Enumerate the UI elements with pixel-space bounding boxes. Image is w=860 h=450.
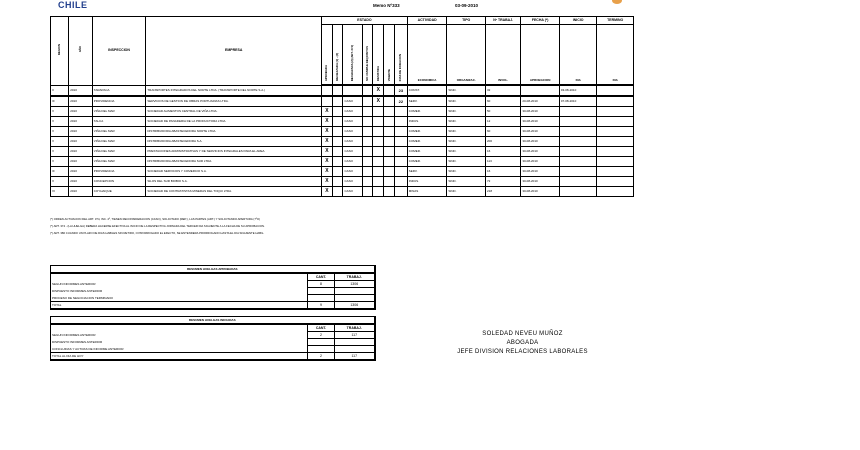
cell-vigente — [384, 147, 395, 157]
table-body — [51, 85, 634, 197]
col-cumple: NO CUMPLE REQUISITOS — [362, 25, 373, 86]
cell-termino — [597, 147, 634, 157]
summary-approved-col-trab: TRABAJ. — [335, 273, 375, 281]
cell-dias — [394, 177, 407, 187]
cell-multa: CASO — [343, 127, 362, 137]
cell-year: 2010 — [69, 167, 93, 177]
cell-aprobada: X — [322, 157, 333, 167]
cell-cumple — [362, 187, 373, 197]
summary-label: SEGUN INFORMES ANTERIOR — [51, 332, 308, 339]
cell-year: 2010 — [69, 96, 93, 107]
cell-fecha: 30-08-2010 — [521, 187, 560, 197]
sub-inicio: DIA — [559, 25, 597, 86]
col-inspeccion: INSPECCION — [92, 17, 146, 86]
cell-rechazada — [332, 137, 343, 147]
cell-cumple — [362, 147, 373, 157]
signature-role: ABOGADA — [506, 340, 539, 346]
cell-dias — [394, 157, 407, 167]
cell-inicio: 07-08-2010 — [559, 96, 597, 107]
cell-aprobada: X — [322, 137, 333, 147]
note-3: (*) ART. 380 CUANDO UN PLAZO DE DIAS HABILES SIN RETIRO, O PRORROGADO EL EFECTO, SE ENTENDERA PRORROGADO HASTA EL DIA SIGUIENTE HABIL. — [50, 231, 265, 235]
col-multa: RECHAZADA (2) (ART. 374) — [343, 25, 362, 86]
cell-cumple — [362, 177, 373, 187]
cell-inspeccion: VIÑA DEL MAR — [92, 147, 146, 157]
summary-row — [51, 302, 375, 310]
cell-fecha: 30-08-2010 — [521, 147, 560, 157]
cell-tipo: SIND. — [447, 127, 486, 137]
cell-dias — [394, 127, 407, 137]
cell-fecha: 30-08-2010 — [521, 127, 560, 137]
cell-termino — [597, 137, 634, 147]
cell-inspeccion: VIÑA DEL MAR — [92, 137, 146, 147]
summary-label: TOTAL — [51, 302, 308, 310]
cell-vigente — [384, 187, 395, 197]
cell-cumple — [362, 127, 373, 137]
signature-block — [440, 330, 605, 357]
sub-termino: DIA — [597, 25, 634, 86]
cell-empresa: DISTRIBUIDORA ABASTECEDORA SUR LTDA. — [146, 157, 322, 167]
cell-actividad: COMER. — [407, 147, 447, 157]
col-termino: TERMINO — [597, 17, 634, 25]
cell-cumple — [362, 167, 373, 177]
cell-actividad: INDUS. — [407, 117, 447, 127]
cell-desistida — [373, 147, 384, 157]
col-aprobada: APROBADA — [322, 25, 333, 86]
cell-rechazada — [332, 96, 343, 107]
cell-vigente — [384, 127, 395, 137]
cell-termino — [597, 167, 634, 177]
cell-tipo: SIND. — [447, 137, 486, 147]
table-row — [51, 167, 634, 177]
cell-region: XI — [51, 187, 69, 197]
cell-inicio — [559, 137, 597, 147]
cell-trabajadores: 200 — [485, 137, 520, 147]
memo-label: Memo Nº333 — [373, 3, 400, 8]
cell-tipo: SIND. — [447, 157, 486, 167]
cell-dias — [394, 117, 407, 127]
cell-multa — [343, 85, 362, 96]
cell-actividad: SERV. — [407, 96, 447, 107]
cell-tipo: SIND. — [447, 177, 486, 187]
cell-rechazada — [332, 127, 343, 137]
cell-region: V — [51, 147, 69, 157]
table-row — [51, 157, 634, 167]
summary-started-body — [51, 332, 375, 361]
note-1: (*) ORDEN ACTIVACION DEL ART. 374, INC. 2º, TIENEN RECONSIDERACION (CASO), SOLICITADO (REP.), LAS PARTES (ART.) Y SOLICITANDO APERTURA (7ºO) — [50, 217, 261, 221]
summary-trab — [335, 288, 375, 295]
cell-inspeccion: VIÑA DEL MAR — [92, 107, 146, 117]
cell-inspeccion: CONCEPCION — [92, 177, 146, 187]
cell-actividad: COMER. — [407, 107, 447, 117]
summary-cant: 2 — [308, 332, 335, 339]
cell-multa: CASO — [343, 157, 362, 167]
cell-fecha: 20-08-2010 — [521, 96, 560, 107]
cell-empresa: SERVICIOS DE GESTION DE OBRAS PORTUARIAS LTDA. — [146, 96, 322, 107]
summary-row — [51, 346, 375, 353]
cell-multa: CASO — [343, 117, 362, 127]
cell-dias — [394, 167, 407, 177]
cell-vigente — [384, 85, 395, 96]
strikes-table — [50, 16, 634, 197]
cell-vigente — [384, 157, 395, 167]
cell-dias — [394, 107, 407, 117]
table-row — [51, 147, 634, 157]
table-row — [51, 137, 634, 147]
summary-row — [51, 295, 375, 302]
cell-dias: 22 — [394, 96, 407, 107]
cell-multa: CASO — [343, 187, 362, 197]
cell-dias — [394, 137, 407, 147]
col-year: AÑO — [69, 17, 93, 86]
cell-rechazada — [332, 177, 343, 187]
table-row — [51, 177, 634, 187]
summary-trab: 1306 — [335, 302, 375, 310]
cell-multa: CASO — [343, 96, 362, 107]
cell-aprobada — [322, 85, 333, 96]
cell-rechazada — [332, 187, 343, 197]
cell-desistida — [373, 137, 384, 147]
cell-trabajadores: 113 — [485, 157, 520, 167]
cell-termino — [597, 127, 634, 137]
cell-inicio: 03-08-2010 — [559, 85, 597, 96]
cell-actividad: COMER. — [407, 157, 447, 167]
cell-aprobada — [322, 96, 333, 107]
cell-region: II — [51, 85, 69, 96]
cell-aprobada: X — [322, 127, 333, 137]
col-rechazada: RECHAZADA (1) - (3) — [332, 25, 343, 86]
table-row — [51, 107, 634, 117]
cell-actividad: INDUS. — [407, 177, 447, 187]
cell-desistida — [373, 157, 384, 167]
cell-termino — [597, 117, 634, 127]
cell-region: X — [51, 177, 69, 187]
cell-fecha — [521, 85, 560, 96]
cell-actividad: MINAS — [407, 187, 447, 197]
cell-region: V — [51, 107, 69, 117]
cell-cumple — [362, 157, 373, 167]
cell-cumple — [362, 107, 373, 117]
cell-fecha: 30-08-2010 — [521, 167, 560, 177]
summary-cant — [308, 346, 335, 353]
summary-approved-col-cant: CANT. — [308, 273, 335, 281]
table-row — [51, 187, 634, 197]
cell-multa: CASO — [343, 177, 362, 187]
cell-inicio — [559, 157, 597, 167]
cell-region: III — [51, 96, 69, 107]
summary-trab: 1306 — [335, 281, 375, 288]
cell-year: 2010 — [69, 137, 93, 147]
cell-aprobada: X — [322, 187, 333, 197]
summary-label: TOTAL AL DIA DE HOY — [51, 353, 308, 361]
cell-trabajadores: 60 — [485, 127, 520, 137]
cell-region: V — [51, 117, 69, 127]
table-row — [51, 96, 634, 107]
cell-termino — [597, 187, 634, 197]
summary-row — [51, 339, 375, 346]
summary-started-col-cant: CANT. — [308, 324, 335, 332]
cell-year: 2010 — [69, 187, 93, 197]
note-2: (*) ART. 374 - (LA HUELGA) DEBERA HACERSE EFECTIVA AL INICIO DE LA RESPECTIVA JORNADA DEL TERCER DIA SIGUIENTE A LA FECHA DE SU APROBACION. — [50, 224, 265, 228]
cell-empresa: TRANSPORTES INTEGRADOS DEL NORTE LTDA. (TRANSPORTE DEL NORTE S.A.) — [146, 85, 322, 96]
cell-termino — [597, 157, 634, 167]
signature-title: JEFE DIVISION RELACIONES LABORALES — [457, 349, 588, 355]
cell-inicio — [559, 167, 597, 177]
cell-trabajadores: 16 — [485, 167, 520, 177]
cell-vigente — [384, 177, 395, 187]
cell-aprobada: X — [322, 107, 333, 117]
cell-year: 2010 — [69, 177, 93, 187]
cell-inicio — [559, 127, 597, 137]
summary-cant — [308, 339, 335, 346]
cell-empresa: SILOS DEL SUR BIOBIO S.A. — [146, 177, 322, 187]
summary-row — [51, 288, 375, 295]
cell-tipo: SIND. — [447, 167, 486, 177]
col-desistida: DESISTIDA — [373, 25, 384, 86]
cell-vigente — [384, 167, 395, 177]
cell-multa: CASO — [343, 147, 362, 157]
col-actividad: ACTIVIDAD — [407, 17, 447, 25]
summary-trab — [335, 295, 375, 302]
cell-tipo: SIND. — [447, 107, 486, 117]
cell-trabajadores: 50 — [485, 107, 520, 117]
cell-termino — [597, 85, 634, 96]
cell-actividad: COMER. — [407, 137, 447, 147]
logo-text: CHILE — [58, 0, 88, 10]
summary-cant: 2 — [308, 353, 335, 361]
table-row — [51, 85, 634, 96]
cell-fecha: 30-08-2010 — [521, 157, 560, 167]
cell-inspeccion: COYHAIQUE — [92, 187, 146, 197]
cell-actividad: CONST. — [407, 85, 447, 96]
cell-trabajadores: 32 — [485, 85, 520, 96]
summary-label: SEGUN INFORMES ANTERIOR — [51, 281, 308, 288]
cell-desistida — [373, 127, 384, 137]
cell-desistida — [373, 167, 384, 177]
table-header-top — [51, 17, 634, 25]
cell-inicio — [559, 177, 597, 187]
cell-termino — [597, 107, 634, 117]
cell-trabajadores: 218 — [485, 187, 520, 197]
col-region: REGION — [51, 17, 69, 86]
cell-empresa: SOCIEDAD DE CONTRATISTAS MINERAS DEL TOQUI LTDA. — [146, 187, 322, 197]
cell-tipo: SIND. — [447, 117, 486, 127]
cell-inspeccion: VIÑA DEL MAR — [92, 127, 146, 137]
summary-label: PROCESO DE NEGOCIACION TERMINADO — [51, 295, 308, 302]
cell-year: 2010 — [69, 85, 93, 96]
summary-started-col-trab: TRABAJ. — [335, 324, 375, 332]
cell-inicio — [559, 147, 597, 157]
summary-approved-title: RESUMEN HUELGAS APROBADAS — [51, 266, 375, 274]
col-empresa: EMPRESA — [146, 17, 322, 86]
cell-inicio — [559, 187, 597, 197]
cell-fecha: 30-08-2010 — [521, 107, 560, 117]
col-vigente: VIGENTE — [384, 25, 395, 86]
summary-approved-spacer — [51, 273, 308, 281]
cell-cumple — [362, 117, 373, 127]
cell-inicio — [559, 107, 597, 117]
cell-empresa: SOCIEDAD DE PANADERIA DE LA PRODUCTORA LTDA. — [146, 117, 322, 127]
cell-dias — [394, 187, 407, 197]
summary-row — [51, 353, 375, 361]
summary-row — [51, 281, 375, 288]
summary-cant — [308, 295, 335, 302]
cell-empresa: PRESTACIONES ADMINISTRATIVAS Y DE SERVICIOS INTEGRALES PARA EL AREA — [146, 147, 322, 157]
sub-trabajadores: INVOL. — [485, 25, 520, 86]
cell-aprobada: X — [322, 147, 333, 157]
cell-empresa: DISTRIBUIDORA ABASTECEDORA S.A. — [146, 137, 322, 147]
cell-multa: CASO — [343, 107, 362, 117]
cell-termino — [597, 177, 634, 187]
col-group-estado: ESTADO — [322, 17, 408, 25]
cell-rechazada — [332, 117, 343, 127]
cell-rechazada — [332, 157, 343, 167]
cell-rechazada — [332, 107, 343, 117]
cell-aprobada: X — [322, 117, 333, 127]
cell-inspeccion: VIÑA DEL MAR — [92, 157, 146, 167]
cell-aprobada: X — [322, 177, 333, 187]
summary-cant: 8 — [308, 281, 335, 288]
sub-tipo: ORGANIZAC. — [447, 25, 486, 86]
cell-cumple — [362, 96, 373, 107]
summary-approved-table — [50, 265, 376, 310]
corner-logo-icon — [612, 0, 622, 4]
cell-multa: CASO — [343, 137, 362, 147]
date-label: 03-09-2010 — [455, 3, 479, 8]
cell-region: V — [51, 127, 69, 137]
cell-inspeccion: TARAPACA — [92, 85, 146, 96]
cell-year: 2010 — [69, 127, 93, 137]
cell-fecha: 30-08-2010 — [521, 177, 560, 187]
cell-desistida — [373, 177, 384, 187]
cell-multa: CASO — [343, 167, 362, 177]
cell-dias: 23 — [394, 85, 407, 96]
cell-aprobada: X — [322, 167, 333, 177]
summary-trab — [335, 346, 375, 353]
cell-inspeccion: PROVIDENCIA — [92, 96, 146, 107]
col-tipo: TIPO — [447, 17, 486, 25]
summary-label: DISPUESTO INFORMES ANTERIOR — [51, 339, 308, 346]
col-trabajadores: Nº TRABAJ. — [485, 17, 520, 25]
sub-actividad: ECONOMICA — [407, 25, 447, 86]
summary-started-table — [50, 316, 376, 361]
cell-tipo: SIND. — [447, 187, 486, 197]
cell-trabajadores: 16 — [485, 147, 520, 157]
cell-actividad: COMER. — [407, 127, 447, 137]
cell-desistida — [373, 117, 384, 127]
summary-cant: 9 — [308, 302, 335, 310]
cell-desistida: X — [373, 96, 384, 107]
cell-desistida: X — [373, 85, 384, 96]
summary-trab — [335, 339, 375, 346]
summary-label: CONCLUIDAS Y ACTIVAS DE INFORME ANTERIOR — [51, 346, 308, 353]
cell-vigente — [384, 117, 395, 127]
cell-rechazada — [332, 85, 343, 96]
cell-rechazada — [332, 167, 343, 177]
cell-empresa: DISTRIBUIDORA ABASTECEDORA NORTE LTDA. — [146, 127, 322, 137]
col-inicio: INICIO — [559, 17, 597, 25]
cell-tipo: SIND. — [447, 85, 486, 96]
cell-empresa: SOCIEDAD ALIMENTOS CENTRAL DE VIÑA LTDA. — [146, 107, 322, 117]
cell-region: V — [51, 157, 69, 167]
summary-cant — [308, 288, 335, 295]
cell-region: V — [51, 137, 69, 147]
sub-fecha: APROBACION — [521, 25, 560, 86]
cell-vigente — [384, 137, 395, 147]
cell-fecha: 30-08-2010 — [521, 137, 560, 147]
cell-empresa: SOCIEDAD SERVICIOS Y COMERCIO S.A. — [146, 167, 322, 177]
cell-tipo: SIND. — [447, 96, 486, 107]
cell-year: 2010 — [69, 117, 93, 127]
cell-region: III — [51, 167, 69, 177]
cell-vigente — [384, 96, 395, 107]
cell-trabajadores: 72 — [485, 177, 520, 187]
cell-inspeccion: PROVIDENCIA — [92, 167, 146, 177]
cell-inspeccion: TALCA — [92, 117, 146, 127]
cell-year: 2010 — [69, 157, 93, 167]
cell-fecha: 30-08-2010 — [521, 117, 560, 127]
col-fecha: FECHA (*) — [521, 17, 560, 25]
cell-cumple — [362, 85, 373, 96]
cell-trabajadores: 12 — [485, 117, 520, 127]
cell-termino — [597, 96, 634, 107]
cell-vigente — [384, 107, 395, 117]
signature-name: SOLEDAD NEVEU MUÑOZ — [482, 331, 563, 337]
summary-trab: 117 — [335, 332, 375, 339]
cell-tipo: SIND. — [447, 147, 486, 157]
cell-year: 2010 — [69, 147, 93, 157]
col-dias: DIAS DE DURACION — [394, 25, 407, 86]
summary-started-spacer — [51, 324, 308, 332]
cell-year: 2010 — [69, 107, 93, 117]
table-row — [51, 117, 634, 127]
summary-approved-body — [51, 281, 375, 310]
table-row — [51, 127, 634, 137]
cell-desistida — [373, 107, 384, 117]
cell-rechazada — [332, 147, 343, 157]
cell-actividad: SERV. — [407, 167, 447, 177]
cell-cumple — [362, 137, 373, 147]
summary-row — [51, 332, 375, 339]
summary-label: DISPUESTO INFORMES ANTERIOR — [51, 288, 308, 295]
summary-started-title: RESUMEN HUELGAS INICIADAS — [51, 317, 375, 325]
cell-inicio — [559, 117, 597, 127]
summary-trab: 117 — [335, 353, 375, 361]
cell-desistida — [373, 187, 384, 197]
cell-dias — [394, 147, 407, 157]
cell-trabajadores: 60 — [485, 96, 520, 107]
